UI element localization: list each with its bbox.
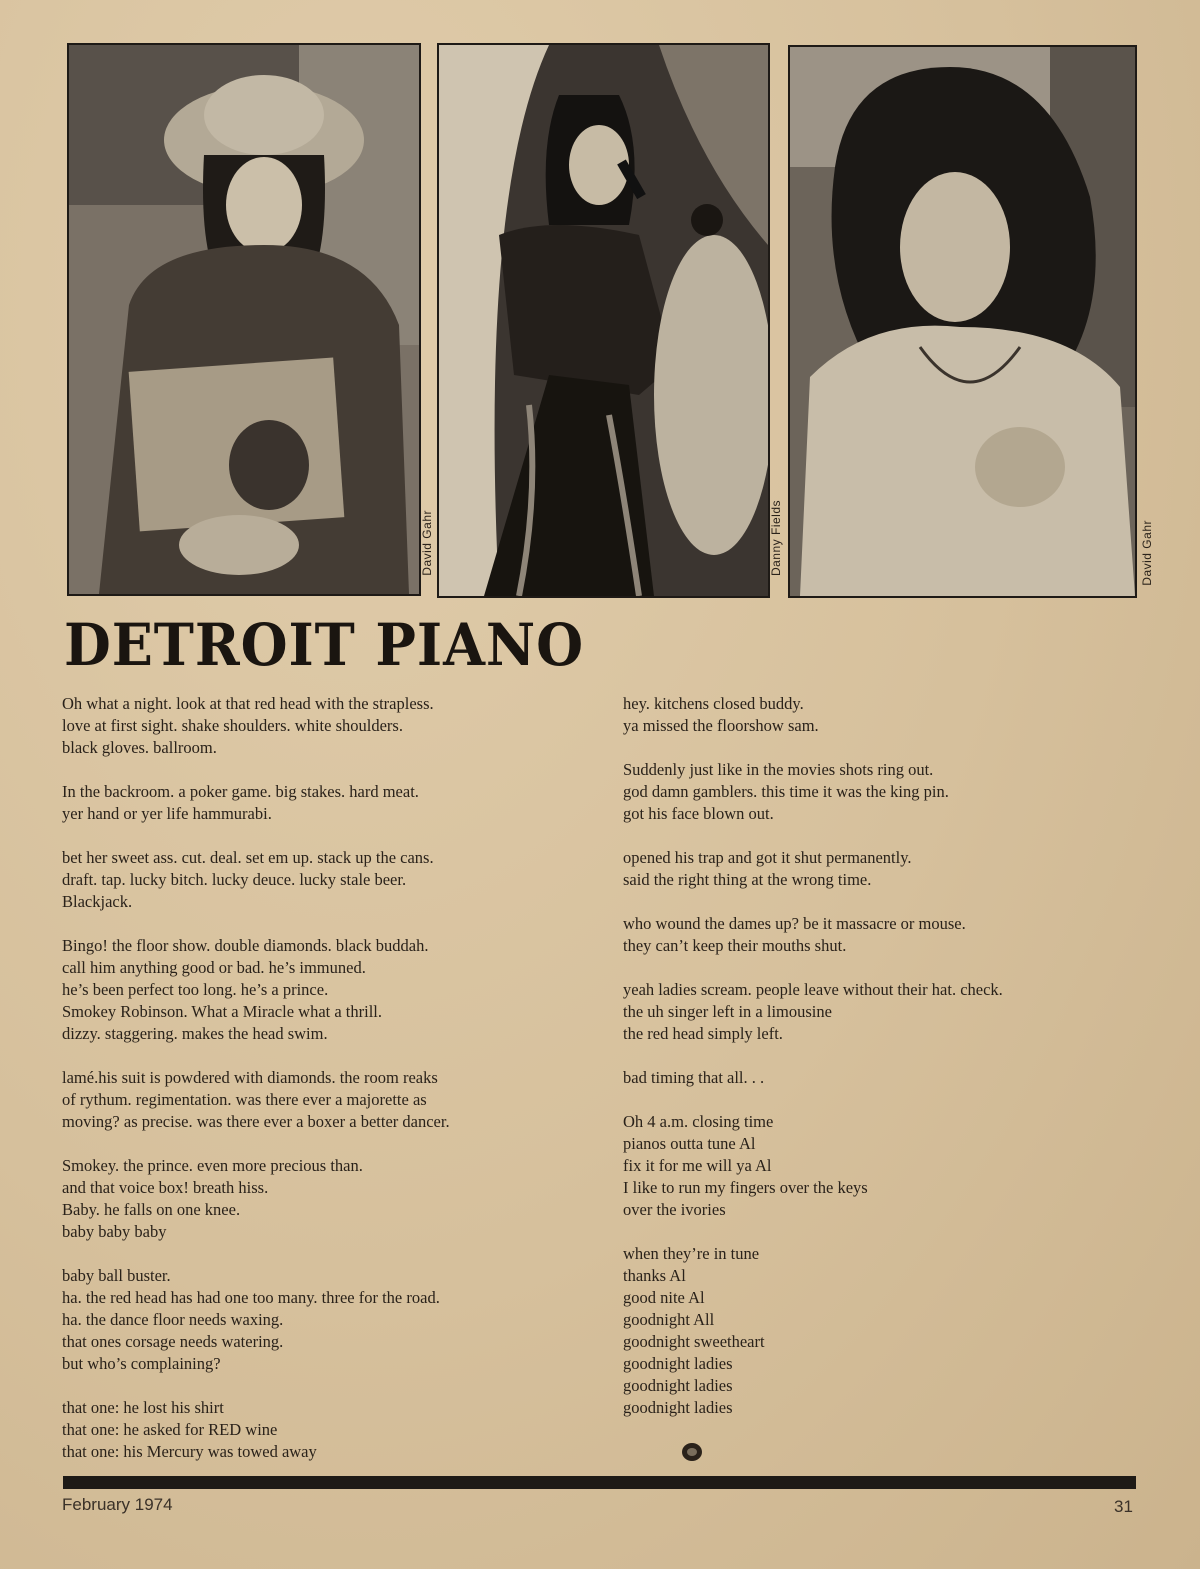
- poem-line: goodnight ladies: [623, 1376, 733, 1395]
- poem-line: baby baby baby: [62, 1222, 167, 1241]
- poem-line: call him anything good or bad. he’s immuned.: [62, 958, 366, 977]
- poem-line: Suddenly just like in the movies shots ring out.: [623, 760, 934, 779]
- poem-line: Blackjack.: [62, 892, 133, 911]
- poem-stanza: [62, 1067, 450, 1133]
- poem-stanza: [62, 1155, 450, 1243]
- poem-line: Smokey Robinson. What a Miracle what a thrill.: [62, 1002, 383, 1021]
- poem-right-column: [623, 693, 1003, 1441]
- poem-stanza: [623, 1243, 1003, 1419]
- poem-line: Oh what a night. look at that red head with the strapless.: [62, 694, 434, 713]
- poem-line: Baby. he falls on one knee.: [62, 1200, 241, 1219]
- end-ornament-icon: [680, 1441, 704, 1463]
- poem-line: god damn gamblers. this time it was the king pin.: [623, 782, 949, 801]
- photo-portrait-image: [790, 47, 1135, 596]
- poem-line: black gloves. ballroom.: [62, 738, 217, 757]
- poem-line: ha. the dance floor needs waxing.: [62, 1310, 284, 1329]
- poem-line: the uh singer left in a limousine: [623, 1002, 832, 1021]
- article-title: DETROIT PIANO: [64, 611, 585, 679]
- poem-line: yeah ladies scream. people leave without their hat. check.: [623, 980, 1003, 999]
- poem-line: got his face blown out.: [623, 804, 774, 823]
- poem-line: In the backroom. a poker game. big stakes. hard meat.: [62, 782, 419, 801]
- poem-line: I like to run my fingers over the keys: [623, 1178, 868, 1197]
- poem-stanza: [623, 759, 1003, 825]
- poem-line: lamé.his suit is powdered with diamonds. the room reaks: [62, 1068, 438, 1087]
- poem-line: dizzy. staggering. makes the head swim.: [62, 1024, 328, 1043]
- poem-line: that one: he asked for RED wine: [62, 1420, 278, 1439]
- poem-line: who wound the dames up? be it massacre or mouse.: [623, 914, 966, 933]
- poem-line: Oh 4 a.m. closing time: [623, 1112, 774, 1131]
- poem-line: bet her sweet ass. cut. deal. set em up. stack up the cans.: [62, 848, 434, 867]
- poem-line: of rythum. regimentation. was there ever a majorette as: [62, 1090, 427, 1109]
- footer-page-number: 31: [1114, 1497, 1133, 1516]
- poem-stanza: [623, 1111, 1003, 1221]
- footer-date: February 1974: [62, 1495, 173, 1514]
- photo-credit-2: Danny Fields: [769, 500, 783, 577]
- poem-stanza: [62, 1397, 450, 1463]
- photo-singer-image: [439, 45, 768, 596]
- poem-stanza: [623, 847, 1003, 891]
- poem-line: said the right thing at the wrong time.: [623, 870, 872, 889]
- poem-stanza: [62, 781, 450, 825]
- poem-line: hey. kitchens closed buddy.: [623, 694, 804, 713]
- poem-stanza: [623, 1067, 1003, 1089]
- poem-line: goodnight sweetheart: [623, 1332, 765, 1351]
- poem-line: bad timing that all. . .: [623, 1068, 765, 1087]
- poem-stanza: [623, 979, 1003, 1045]
- poem-line: Bingo! the floor show. double diamonds. black buddah.: [62, 936, 429, 955]
- poem-stanza: [62, 847, 450, 913]
- poem-line: when they’re in tune: [623, 1244, 760, 1263]
- poem-line: they can’t keep their mouths shut.: [623, 936, 847, 955]
- photo-woman-with-hat: [67, 43, 421, 596]
- poem-line: ya missed the floorshow sam.: [623, 716, 819, 735]
- poem-stanza: [62, 1265, 450, 1375]
- poem-line: over the ivories: [623, 1200, 726, 1219]
- poem-line: ha. the red head has had one too many. three for the road.: [62, 1288, 440, 1307]
- photo-woman-portrait: [788, 45, 1137, 598]
- poem-left-column: [62, 693, 450, 1485]
- poem-line: baby ball buster.: [62, 1266, 171, 1285]
- poem-line: yer hand or yer life hammurabi.: [62, 804, 272, 823]
- poem-line: the red head simply left.: [623, 1024, 783, 1043]
- poem-stanza: [623, 693, 1003, 737]
- poem-line: that ones corsage needs watering.: [62, 1332, 284, 1351]
- poem-line: thanks Al: [623, 1266, 686, 1285]
- poem-line: opened his trap and got it shut permanently.: [623, 848, 912, 867]
- poem-line: goodnight ladies: [623, 1354, 733, 1373]
- poem-stanza: [62, 935, 450, 1045]
- poem-line: but who’s complaining?: [62, 1354, 221, 1373]
- poem-line: and that voice box! breath hiss.: [62, 1178, 269, 1197]
- poem-line: that one: he lost his shirt: [62, 1398, 224, 1417]
- poem-line: goodnight All: [623, 1310, 715, 1329]
- footer-rule: [63, 1476, 1136, 1489]
- poem-line: moving? as precise. was there ever a boxer a better dancer.: [62, 1112, 450, 1131]
- poem-line: goodnight ladies: [623, 1398, 733, 1417]
- poem-line: good nite Al: [623, 1288, 705, 1307]
- poem-stanza: [62, 693, 450, 759]
- poem-line: draft. tap. lucky bitch. lucky deuce. lucky stale beer.: [62, 870, 407, 889]
- photo-credit-1: David Gahr: [420, 510, 434, 576]
- photo-credit-3: David Gahr: [1140, 520, 1154, 586]
- photo-woman-with-hat-image: [69, 45, 419, 594]
- poem-line: he’s been perfect too long. he’s a prince.: [62, 980, 329, 999]
- poem-stanza: [623, 913, 1003, 957]
- photo-singer-with-microphone: [437, 43, 770, 598]
- poem-line: that one: his Mercury was towed away: [62, 1442, 317, 1461]
- poem-line: love at first sight. shake shoulders. white shoulders.: [62, 716, 403, 735]
- poem-line: fix it for me will ya Al: [623, 1156, 772, 1175]
- poem-line: Smokey. the prince. even more precious than.: [62, 1156, 363, 1175]
- poem-line: pianos outta tune Al: [623, 1134, 756, 1153]
